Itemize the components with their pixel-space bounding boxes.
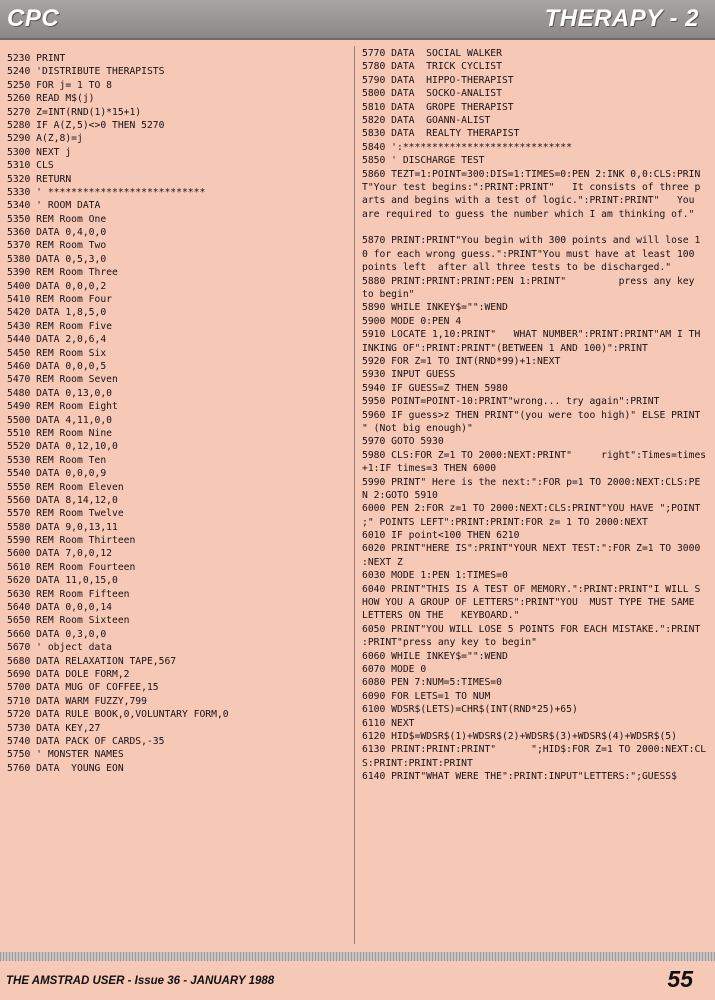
- listing-column-left: [7, 52, 347, 775]
- code-line: 5760 DATA YOUNG EON: [7, 762, 124, 774]
- code-line: 5350 REM Room One: [7, 213, 107, 225]
- code-line: 5610 REM Room Fourteen: [7, 561, 136, 573]
- code-line: 5690 DATA DOLE FORM,2: [7, 668, 130, 680]
- code-line: 5540 DATA 0,0,0,9: [7, 468, 107, 480]
- code-line: N 2:GOTO 5910: [362, 489, 438, 501]
- code-line: 5370 REM Room Two: [7, 240, 107, 252]
- code-line: 5420 DATA 1,8,5,0: [7, 307, 107, 319]
- code-line: 5680 DATA RELAXATION TAPE,567: [7, 655, 177, 667]
- code-line: 5930 INPUT GUESS: [362, 369, 456, 381]
- code-line: points left after all three tests to be discharged.": [362, 262, 672, 274]
- code-line: 5730 DATA KEY,27: [7, 722, 101, 734]
- code-line: 5940 IF GUESS=Z THEN 5980: [362, 382, 508, 394]
- code-line: 5580 DATA 9,0,13,11: [7, 521, 118, 533]
- code-line: 5860 TEZT=1:POINT=300:DIS=1:TIMES=0:PEN 2:INK 0,0:CLS:PRIN: [362, 168, 701, 180]
- code-line: 0 for each wrong guess.":PRINT"You must have at least 100: [362, 248, 695, 260]
- code-line: 6050 PRINT"YOU WILL LOSE 5 POINTS FOR EACH MISTAKE.":PRINT: [362, 623, 701, 635]
- code-line: ;" POINTS LEFT":PRINT:PRINT:FOR z= 1 TO 2000:NEXT: [362, 516, 648, 528]
- code-line: 5800 DATA SOCKO-ANALIST: [362, 88, 502, 100]
- code-line: 5410 REM Room Four: [7, 294, 112, 306]
- code-line: :PRINT"press any key to begin": [362, 637, 537, 649]
- code-line: 5340 ' ROOM DATA: [7, 200, 101, 212]
- code-line: :NEXT Z: [362, 556, 403, 568]
- code-line: 5950 POINT=POINT-10:PRINT"wrong... try again":PRINT: [362, 396, 660, 408]
- code-line: 5720 DATA RULE BOOK,0,VOLUNTARY FORM,0: [7, 709, 229, 721]
- code-line: 5620 DATA 11,0,15,0: [7, 575, 118, 587]
- code-line: 5430 REM Room Five: [7, 320, 112, 332]
- code-line: 5810 DATA GROPE THERAPIST: [362, 101, 514, 113]
- code-line: " (Not big enough)": [362, 422, 473, 434]
- code-line: 5320 RETURN: [7, 173, 72, 185]
- code-line: are required to guess the number which I am thinking of.": [362, 208, 695, 220]
- code-line: 5630 REM Room Fifteen: [7, 588, 130, 600]
- code-line: 5980 CLS:FOR Z=1 TO 2000:NEXT:PRINT" right":Times=times: [362, 449, 707, 461]
- code-line: 5740 DATA PACK OF CARDS,-35: [7, 735, 165, 747]
- code-line: 5590 REM Room Thirteen: [7, 535, 136, 547]
- code-line: 6070 MODE 0: [362, 663, 427, 675]
- code-line: 6130 PRINT:PRINT:PRINT" ";HID$:FOR Z=1 TO 2000:NEXT:CL: [362, 744, 707, 756]
- code-line: 5280 IF A(Z,5)<>0 THEN 5270: [7, 119, 165, 131]
- code-line: 5270 Z=INT(RND(1)*15+1): [7, 106, 142, 118]
- code-line: 5490 REM Room Eight: [7, 401, 118, 413]
- code-line: LETTERS ON THE KEYBOARD.": [362, 610, 520, 622]
- code-line: 5870 PRINT:PRINT"You begin with 300 points and will lose 1: [362, 235, 701, 247]
- code-line: 5560 DATA 8,14,12,0: [7, 494, 118, 506]
- code-line: 5600 DATA 7,0,0,12: [7, 548, 112, 560]
- code-line: 5830 DATA REALTY THERAPIST: [362, 128, 520, 140]
- code-line: 6010 IF point<100 THEN 6210: [362, 530, 520, 542]
- code-line: 5770 DATA SOCIAL WALKER: [362, 48, 502, 59]
- code-line: 5530 REM Room Ten: [7, 454, 107, 466]
- publication-line: THE AMSTRAD USER - Issue 36 - JANUARY 1988: [6, 975, 275, 987]
- code-line: HOW YOU A GROUP OF LETTERS":PRINT"YOU MUST TYPE THE SAME: [362, 597, 695, 609]
- code-line: 5920 FOR Z=1 TO INT(RND*99)+1:NEXT: [362, 355, 561, 367]
- code-line: 5790 DATA HIPPO-THERAPIST: [362, 74, 514, 86]
- code-line: 5900 MODE 0:PEN 4: [362, 315, 462, 327]
- code-line: 6040 PRINT"THIS IS A TEST OF MEMORY.":PRINT:PRINT"I WILL S: [362, 583, 701, 595]
- code-line: 5650 REM Room Sixteen: [7, 615, 130, 627]
- code-line: 5660 DATA 0,3,0,0: [7, 628, 107, 640]
- code-line: 5480 DATA 0,13,0,0: [7, 387, 112, 399]
- code-line: 5840 ':*****************************: [362, 141, 572, 153]
- code-line: 5710 DATA WARM FUZZY,799: [7, 695, 147, 707]
- code-line: 5550 REM Room Eleven: [7, 481, 124, 493]
- code-line: 6060 WHILE INKEY$="":WEND: [362, 650, 508, 662]
- code-line: 5250 FOR j= 1 TO 8: [7, 79, 112, 91]
- code-line: 6090 FOR LETS=1 TO NUM: [362, 690, 491, 702]
- code-line: 5780 DATA TRICK CYCLIST: [362, 61, 502, 73]
- code-line: 5570 REM Room Twelve: [7, 508, 124, 520]
- code-line: 5290 A(Z,8)=j: [7, 133, 83, 145]
- code-line: +1:IF times=3 THEN 6000: [362, 463, 497, 475]
- code-line: 6080 PEN 7:NUM=5:TIMES=0: [362, 677, 502, 689]
- code-line: 5300 NEXT j: [7, 146, 72, 158]
- code-line: 5640 DATA 0,0,0,14: [7, 602, 112, 614]
- code-line: T"Your test begins:":PRINT:PRINT" It consists of three p: [362, 181, 701, 193]
- code-line: 5670 ' object data: [7, 642, 112, 654]
- code-line: S:PRINT:PRINT:PRINT: [362, 757, 473, 769]
- code-line: 5960 IF guess>z THEN PRINT"(you were too high)" ELSE PRINT: [362, 409, 701, 421]
- section-title: CPC: [7, 5, 60, 32]
- code-line: 5310 CLS: [7, 160, 54, 172]
- code-line: 5240 'DISTRIBUTE THERAPISTS: [7, 66, 165, 78]
- code-line: 5820 DATA GOANN-ALIST: [362, 114, 491, 126]
- code-line: 6120 HID$=WDSR$(1)+WDSR$(2)+WDSR$(3)+WDSR$(4)+WDSR$(5): [362, 730, 677, 742]
- code-line: 6020 PRINT"HERE IS":PRINT"YOUR NEXT TEST:":FOR Z=1 TO 3000: [362, 543, 701, 555]
- code-line: 5990 PRINT" Here is the next:":FOR p=1 TO 2000:NEXT:CLS:PE: [362, 476, 701, 488]
- code-line: 5500 DATA 4,11,0,0: [7, 414, 112, 426]
- article-title: THERAPY - 2: [544, 5, 699, 32]
- code-line: arts and begins with a test of logic.":PRINT:PRINT" You: [362, 195, 695, 207]
- code-line: 6140 PRINT"WHAT WERE THE":PRINT:INPUT"LETTERS:";GUESS$: [362, 771, 677, 783]
- code-line: 5850 ' DISCHARGE TEST: [362, 155, 485, 167]
- code-line: 5470 REM Room Seven: [7, 374, 118, 386]
- code-line: 5520 DATA 0,12,10,0: [7, 441, 118, 453]
- code-line: [362, 221, 710, 234]
- code-line: 5450 REM Room Six: [7, 347, 107, 359]
- code-line: INKING OF":PRINT:PRINT"(BETWEEN 1 AND 100)":PRINT: [362, 342, 648, 354]
- code-line: 5750 ' MONSTER NAMES: [7, 749, 124, 761]
- code-line: 6110 NEXT: [362, 717, 415, 729]
- code-line: 5440 DATA 2,0,6,4: [7, 334, 107, 346]
- listing-column-right: [362, 47, 710, 783]
- code-line: 5910 LOCATE 1,10:PRINT" WHAT NUMBER":PRINT:PRINT"AM I TH: [362, 329, 701, 341]
- code-line: 6030 MODE 1:PEN 1:TIMES=0: [362, 570, 508, 582]
- code-line: 5460 DATA 0,0,0,5: [7, 360, 107, 372]
- code-line: 5260 READ M$(j): [7, 93, 95, 105]
- footer-rule: [0, 952, 715, 961]
- code-line: 5880 PRINT:PRINT:PRINT:PEN 1:PRINT" press any key: [362, 275, 695, 287]
- code-line: 5700 DATA MUG OF COFFEE,15: [7, 682, 159, 694]
- column-divider: [354, 46, 355, 944]
- code-line: 5360 DATA 0,4,0,0: [7, 227, 107, 239]
- code-line: 5400 DATA 0,0,0,2: [7, 280, 107, 292]
- code-line: 6100 WDSR$(LETS)=CHR$(INT(RND*25)+65): [362, 704, 578, 716]
- page-number: 55: [667, 966, 693, 992]
- code-line: 5230 PRINT: [7, 53, 66, 64]
- code-line: 6000 PEN 2:FOR z=1 TO 2000:NEXT:CLS:PRINT"YOU HAVE ";POINT: [362, 503, 701, 515]
- code-line: to begin": [362, 289, 415, 301]
- code-line: 5510 REM Room Nine: [7, 427, 112, 439]
- code-line: 5970 GOTO 5930: [362, 436, 444, 448]
- code-line: 5890 WHILE INKEY$="":WEND: [362, 302, 508, 314]
- page-header: [0, 0, 715, 40]
- code-line: 5390 REM Room Three: [7, 267, 118, 279]
- code-line: 5330 ' ***************************: [7, 186, 206, 198]
- code-line: 5380 DATA 0,5,3,0: [7, 253, 107, 265]
